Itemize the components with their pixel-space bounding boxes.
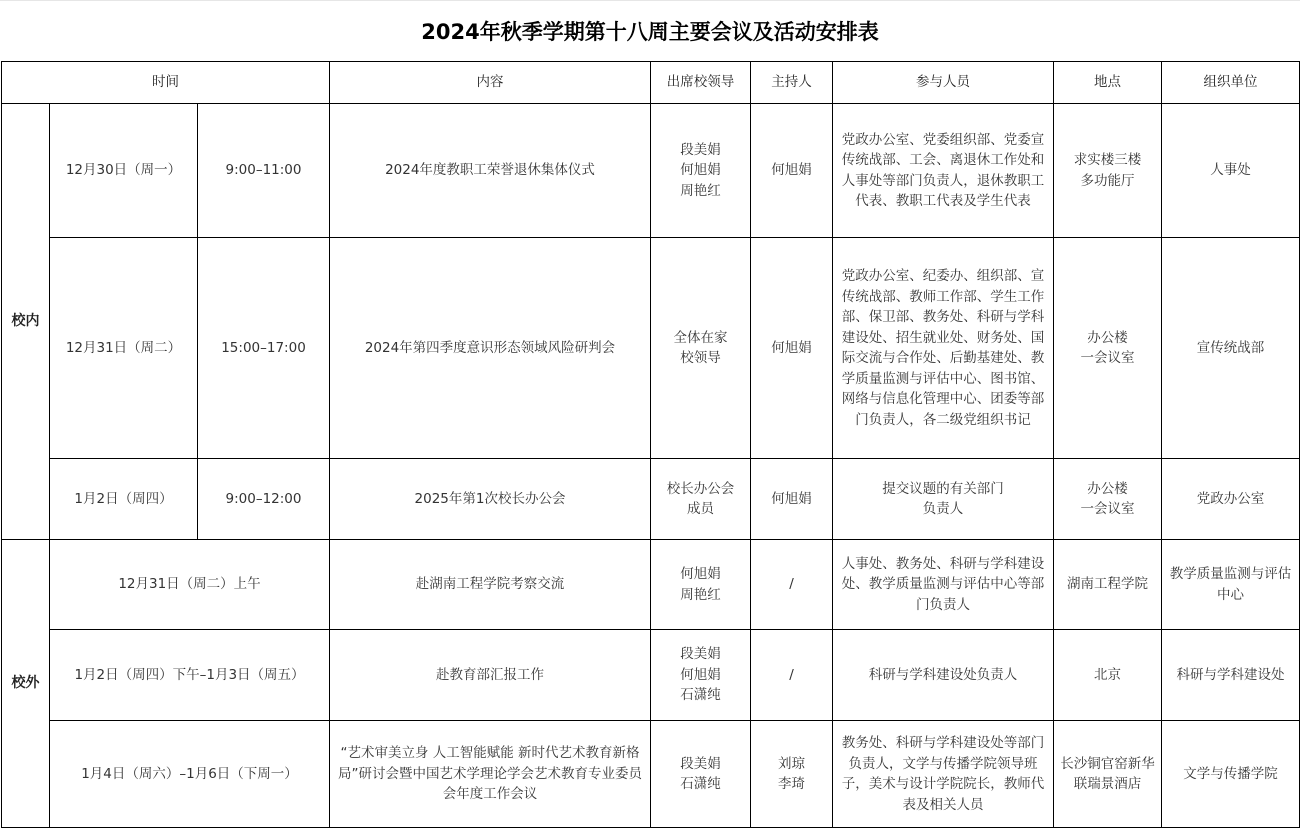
- row-participants: 教务处、科研与学科建设处等部门负责人，文学与传播学院领导班子，美术与设计学院院长，教师代表及相关人员: [833, 721, 1054, 828]
- header-leaders: 出席校领导: [651, 62, 751, 104]
- table-row: [2, 630, 1300, 721]
- row-content: 2024年度教职工荣誉退休集体仪式: [330, 104, 651, 238]
- row-host: /: [751, 630, 833, 721]
- row-time: 9:00–12:00: [198, 459, 330, 540]
- row-leaders: 何旭娟 周艳红: [651, 540, 751, 630]
- row-participants: 人事处、教务处、科研与学科建设处、教学质量监测与评估中心等部门负责人: [833, 540, 1054, 630]
- row-time: 15:00–17:00: [198, 238, 330, 459]
- row-host: /: [751, 540, 833, 630]
- header-time: 时间: [2, 62, 330, 104]
- row-date: 12月31日（周二）: [50, 238, 198, 459]
- row-host: 何旭娟: [751, 238, 833, 459]
- row-content: 2025年第1次校长办公会: [330, 459, 651, 540]
- row-leaders: 段美娟 何旭娟 周艳红: [651, 104, 751, 238]
- table-row: [2, 238, 1300, 459]
- row-organizer: 文学与传播学院: [1162, 721, 1300, 828]
- row-date: 1月2日（周四）: [50, 459, 198, 540]
- table-row: [2, 721, 1300, 828]
- table-row: [2, 540, 1300, 630]
- row-content: 2024年第四季度意识形态领域风险研判会: [330, 238, 651, 459]
- row-location: 长沙铜官窑新华联瑞景酒店: [1054, 721, 1162, 828]
- row-date: 1月4日（周六）–1月6日（下周一）: [50, 721, 330, 828]
- header-location: 地点: [1054, 62, 1162, 104]
- row-location: 求实楼三楼 多功能厅: [1054, 104, 1162, 238]
- table-row: [2, 104, 1300, 238]
- row-organizer: 党政办公室: [1162, 459, 1300, 540]
- header-content: 内容: [330, 62, 651, 104]
- schedule-table: [1, 61, 1300, 828]
- row-location: 办公楼 一会议室: [1054, 238, 1162, 459]
- row-content: “艺术审美立身 人工智能赋能 新时代艺术教育新格局”研讨会暨中国艺术学理论学会艺术教育专业委员会年度工作会议: [330, 721, 651, 828]
- row-date: 1月2日（周四）下午–1月3日（周五）: [50, 630, 330, 721]
- row-location: 湖南工程学院: [1054, 540, 1162, 630]
- row-participants: 党政办公室、纪委办、组织部、宣传统战部、教师工作部、学生工作部、保卫部、教务处、科研与学科建设处、招生就业处、财务处、国际交流与合作处、后勤基建处、教学质量监测与评估中心、图书馆、网络与信息化管理中心、团委等部门负责人，各二级党组织书记: [833, 238, 1054, 459]
- row-organizer: 人事处: [1162, 104, 1300, 238]
- row-participants: 提交议题的有关部门 负责人: [833, 459, 1054, 540]
- header-row: [2, 62, 1300, 104]
- row-leaders: 校长办公会 成员: [651, 459, 751, 540]
- row-host: 何旭娟: [751, 459, 833, 540]
- row-host: 刘琼 李琦: [751, 721, 833, 828]
- row-leaders: 段美娟 石潇纯: [651, 721, 751, 828]
- row-content: 赴湖南工程学院考察交流: [330, 540, 651, 630]
- section-external-label: 校外: [2, 540, 50, 828]
- row-organizer: 教学质量监测与评估中心: [1162, 540, 1300, 630]
- row-time: 9:00–11:00: [198, 104, 330, 238]
- row-organizer: 科研与学科建设处: [1162, 630, 1300, 721]
- page-title: 2024年秋季学期第十八周主要会议及活动安排表: [421, 20, 879, 44]
- row-location: 北京: [1054, 630, 1162, 721]
- row-leaders: 段美娟 何旭娟 石潇纯: [651, 630, 751, 721]
- section-internal-label: 校内: [2, 104, 50, 540]
- row-content: 赴教育部汇报工作: [330, 630, 651, 721]
- row-date: 12月31日（周二）上午: [50, 540, 330, 630]
- header-organizer: 组织单位: [1162, 62, 1300, 104]
- header-participants: 参与人员: [833, 62, 1054, 104]
- row-organizer: 宣传统战部: [1162, 238, 1300, 459]
- row-location: 办公楼 一会议室: [1054, 459, 1162, 540]
- row-date: 12月30日（周一）: [50, 104, 198, 238]
- row-participants: 党政办公室、党委组织部、党委宣传统战部、工会、离退休工作处和人事处等部门负责人，退休教职工代表、教职工代表及学生代表: [833, 104, 1054, 238]
- header-host: 主持人: [751, 62, 833, 104]
- row-leaders: 全体在家 校领导: [651, 238, 751, 459]
- row-host: 何旭娟: [751, 104, 833, 238]
- table-row: [2, 459, 1300, 540]
- row-participants: 科研与学科建设处负责人: [833, 630, 1054, 721]
